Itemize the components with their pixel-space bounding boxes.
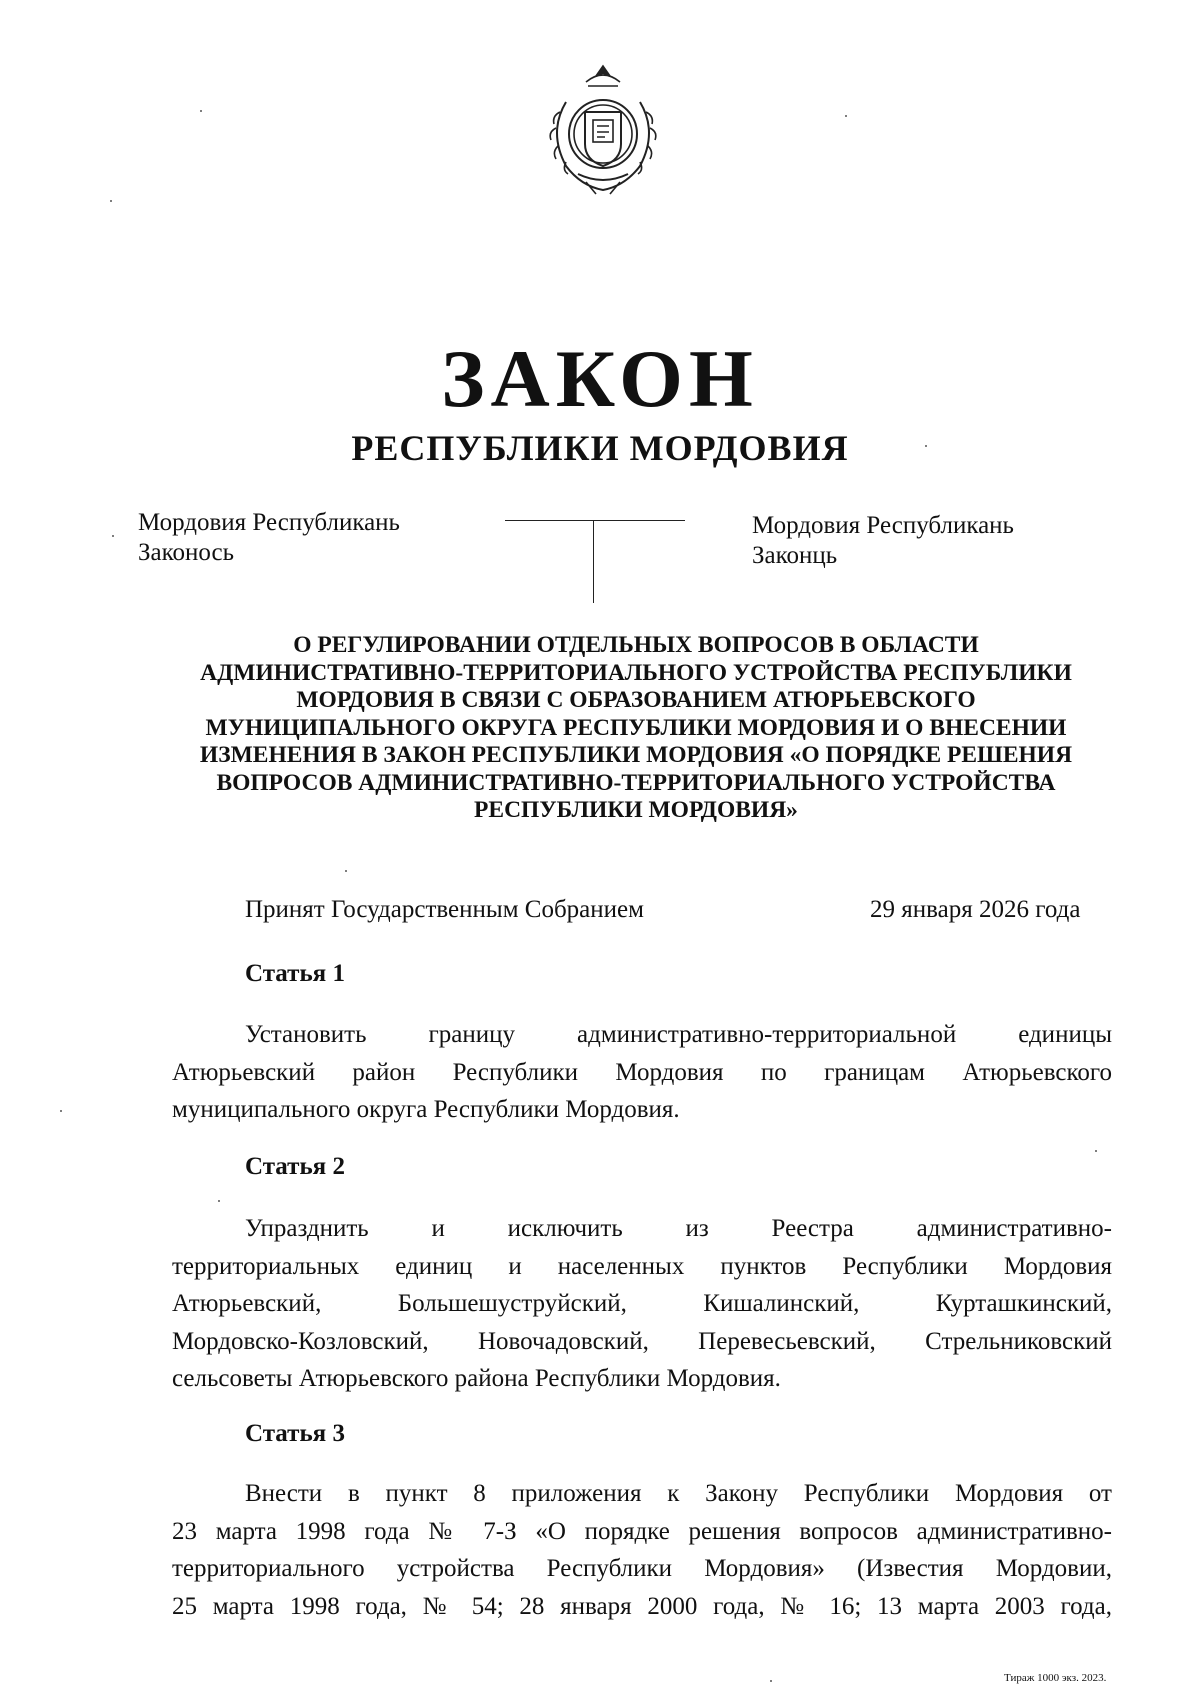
moksha-right-line-2: Законць xyxy=(752,542,838,569)
document-title: ЗАКОН xyxy=(441,333,759,424)
scan-speck xyxy=(112,535,114,537)
law-name-line: АДМИНИСТРАТИВНО-ТЕРРИТОРИАЛЬНОГО УСТРОЙСТВА РЕСПУБЛИКИ xyxy=(200,659,1072,686)
law-name-line: МУНИЦИПАЛЬНОГО ОКРУГА РЕСПУБЛИКИ МОРДОВИЯ И О ВНЕСЕНИИ xyxy=(205,714,1067,741)
article-line: сельсоветы Атюрьевского района Республики Мордовия. xyxy=(172,1365,781,1392)
article-line: 23 марта 1998 года № 7-З «О порядке решения вопросов административно- xyxy=(172,1517,1112,1545)
emblem-icon xyxy=(536,62,670,198)
article-2-text xyxy=(172,1210,1112,1398)
article-1-heading: Статья 1 xyxy=(245,960,345,987)
article-line: территориальных единиц и населенных пунктов Республики Мордовия xyxy=(172,1252,1112,1280)
moksha-left-line-1: Мордовия Республикань xyxy=(138,509,400,536)
article-3-text xyxy=(172,1475,1112,1625)
coat-of-arms-emblem xyxy=(536,62,670,198)
law-name-line: РЕСПУБЛИКИ МОРДОВИЯ» xyxy=(474,797,798,823)
scan-speck xyxy=(770,1680,772,1682)
moksha-title-left xyxy=(138,508,400,568)
article-line: муниципального округа Республики Мордовия. xyxy=(172,1096,680,1123)
article-line: 25 марта 1998 года, № 54; 28 января 2000 года, № 16; 13 марта 2003 года, xyxy=(172,1592,1112,1620)
law-name xyxy=(165,632,1107,825)
scan-speck xyxy=(925,445,927,447)
scan-speck xyxy=(200,110,202,112)
scan-speck xyxy=(345,870,347,872)
scan-speck xyxy=(218,1200,220,1202)
moksha-left-line-2: Законось xyxy=(138,539,234,566)
article-line: Мордовско-Козловский, Новочадовский, Перевесьевский, Стрельниковский xyxy=(172,1327,1112,1355)
adopted-date: 29 января 2026 года xyxy=(870,896,1081,923)
law-name-line: ВОПРОСОВ АДМИНИСТРАТИВНО-ТЕРРИТОРИАЛЬНОГО УСТРОЙСТВА xyxy=(216,769,1056,796)
scan-speck xyxy=(110,200,112,202)
law-name-line: МОРДОВИЯ В СВЯЗИ С ОБРАЗОВАНИЕМ АТЮРЬЕВСКОГО xyxy=(296,687,976,713)
adopted-by: Принят Государственным Собранием xyxy=(245,896,644,923)
law-name-line: О РЕГУЛИРОВАНИИ ОТДЕЛЬНЫХ ВОПРОСОВ В ОБЛАСТИ xyxy=(293,632,979,658)
header-divider-vertical xyxy=(593,520,594,603)
article-line: Внести в пункт 8 приложения к Закону Республики Мордовия от xyxy=(245,1480,1112,1507)
scan-speck xyxy=(60,1110,62,1112)
scan-speck xyxy=(845,115,847,117)
print-run-note: Тираж 1000 экз. 2023. xyxy=(1004,1672,1107,1684)
moksha-right-line-1: Мордовия Республикань xyxy=(752,512,1014,539)
scan-speck xyxy=(1095,1150,1097,1152)
document-subtitle: РЕСПУБЛИКИ МОРДОВИЯ xyxy=(351,428,849,468)
article-1-text xyxy=(172,1016,1112,1129)
article-line: Упразднить и исключить из Реестра административно- xyxy=(245,1215,1112,1242)
article-line: Установить границу административно-территориальной единицы xyxy=(245,1021,1112,1048)
law-name-line: ИЗМЕНЕНИЯ В ЗАКОН РЕСПУБЛИКИ МОРДОВИЯ «О ПОРЯДКЕ РЕШЕНИЯ xyxy=(199,742,1073,768)
article-line: Атюрьевский район Республики Мордовия по границам Атюрьевского xyxy=(172,1058,1112,1086)
article-line: территориального устройства Республики Мордовия» (Известия Мордовии, xyxy=(172,1555,1112,1582)
article-2-heading: Статья 2 xyxy=(245,1153,345,1180)
article-line: Атюрьевский, Большешуструйский, Кишалинский, Курташкинский, xyxy=(172,1290,1112,1317)
moksha-title-right xyxy=(752,511,1014,571)
header-divider-horizontal xyxy=(505,520,685,521)
article-3-heading: Статья 3 xyxy=(245,1420,345,1447)
